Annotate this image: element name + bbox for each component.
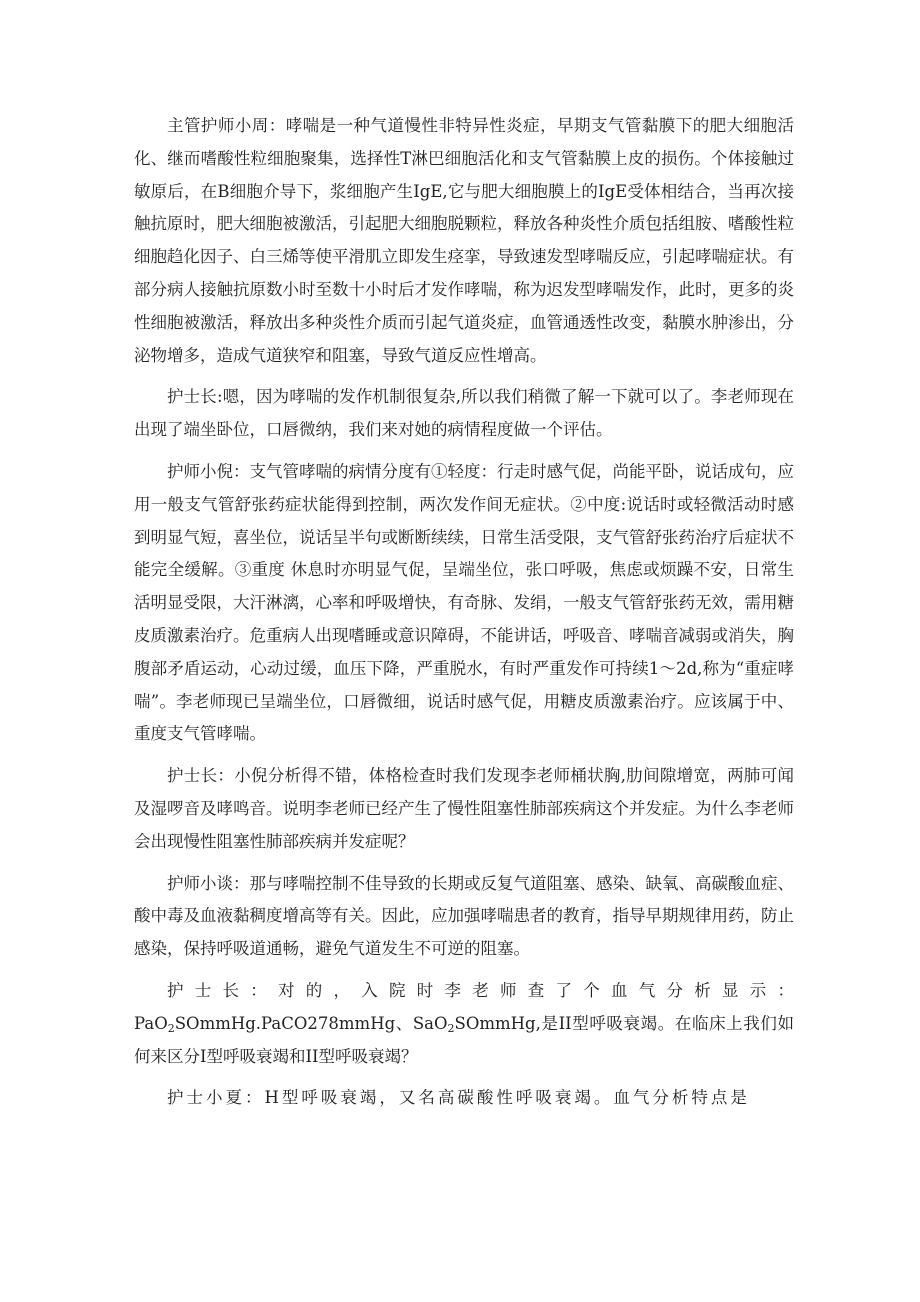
speaker-label: 护士长：: [167, 766, 235, 786]
paragraph-text: H型呼吸衰竭，又名高碳酸性呼吸衰竭。血气分析特点是: [264, 1088, 750, 1108]
paragraph-text: 支气管哮喘的病情分度有①轻度：行走时感气促，尚能平卧，说话成句，应用一般支气管舒张药症状能得到控制，两次发作间无症状。②中度:说话时或轻微活动时感到明显气短，喜坐位，说话呈半句或断断续续，日常生活受限，支气管舒张药治疗后症状不能完全缓解。③重度 休息时亦明显气促，呈端坐位，张口呼吸，焦虑或烦躁不安，日常生活明显受限，大汗淋漓，心率和呼吸增快，有奇脉、发绢，一般支气管舒张药无效，需用糖皮质激素治疗。危重病人出现嗜睡或意识障碍，不能讲话，呼吸音、哮喘音减弱或消失，胸腹部矛盾运动，心动过缓，血压下降，严重脱水，有时严重发作可持续1～2d,称为“重症哮喘”。李老师现已呈端坐位，口唇微细，说话时感气促，用糖皮质激素治疗。应该属于中、重度支气管哮喘。: [134, 461, 794, 744]
paragraph-text: 那与哮喘控制不佳导致的长期或反复气道阻塞、感染、缺氧、高碳酸血症、酸中毒及血液黏稠度增高等有关。因此，应加强哮喘患者的教育，指导早期规律用药，防止感染，保持呼吸道通畅，避免气道发生不可逆的阻塞。: [134, 873, 794, 959]
paragraph-head-nurse-2: [134, 760, 794, 858]
subscript: 2: [167, 1021, 175, 1035]
paragraph-tan: [134, 868, 794, 966]
speaker-label: 主管护师小周：: [167, 116, 286, 135]
speaker-label: 护师小倪：: [167, 461, 250, 481]
paragraph-head-nurse-3: [134, 975, 794, 1073]
speaker-label: 护士小夏：: [167, 1088, 265, 1108]
paragraph-text: 嗯，因为哮喘的发作机制很复杂,所以我们稍微了解一下就可以了。李老师现在出现了端坐卧位，口唇微纳，我们来对她的病情程度做一个评估。: [134, 387, 794, 440]
paragraph-xia: [134, 1082, 794, 1115]
paragraph-text: 对的，入院时李老师查了个血气分析显示：PaO: [134, 980, 794, 1033]
paragraph-zhou: [134, 110, 794, 372]
paragraph-head-nurse-1: [134, 381, 794, 447]
paragraph-ni: [134, 456, 794, 751]
paragraph-text: SOmmHg.PaCO278mmHg、SaO: [174, 1013, 448, 1033]
paragraph-text: SOmmHg,是II型呼吸衰竭。在临床上我们如何来区分I型呼吸衰竭和II型呼吸衰竭？: [134, 1013, 794, 1066]
subscript: 2: [447, 1021, 455, 1035]
document-body: [134, 110, 794, 1124]
paragraph-text: 小倪分析得不错，体格检查时我们发现李老师桶状胸,肋间隙增宽，两肺可闻及湿啰音及哮鸣音。说明李老师已经产生了慢性阻塞性肺部疾病这个并发症。为什么李老师会出现慢性阻塞性肺部疾病并发症呢？: [134, 766, 794, 851]
speaker-label: 护师小谈：: [167, 873, 250, 893]
speaker-label: 护士长：: [167, 980, 278, 1000]
speaker-label: 护士长:: [167, 387, 223, 407]
paragraph-text: 哮喘是一种气道慢性非特异性炎症，早期支气管黏膜下的肥大细胞活化、继而嗜酸性粒细胞聚集，选择性T淋巴细胞活化和支气管黏膜上皮的损伤。个体接触过敏原后，在B细胞介导下，浆细胞产生IgE,它与肥大细胞膜上的IgE受体相结合，当再次接触抗原时，肥大细胞被激活，引起肥大细胞脱颗粒，释放各种炎性介质包括组胺、嗜酸性粒细胞趋化因子、白三烯等使平滑肌立即发生痉挛，导致速发型哮喘反应，引起哮喘症状。有部分病人接触抗原数小时至数十小时后才发作哮喘，称为迟发型哮喘发作，此时，更多的炎性细胞被激活，释放出多种炎性介质而引起气道炎症，血管通透性改变，黏膜水肿渗出，分泌物增多，造成气道狭窄和阻塞，导致气道反应性增高。: [134, 116, 795, 365]
